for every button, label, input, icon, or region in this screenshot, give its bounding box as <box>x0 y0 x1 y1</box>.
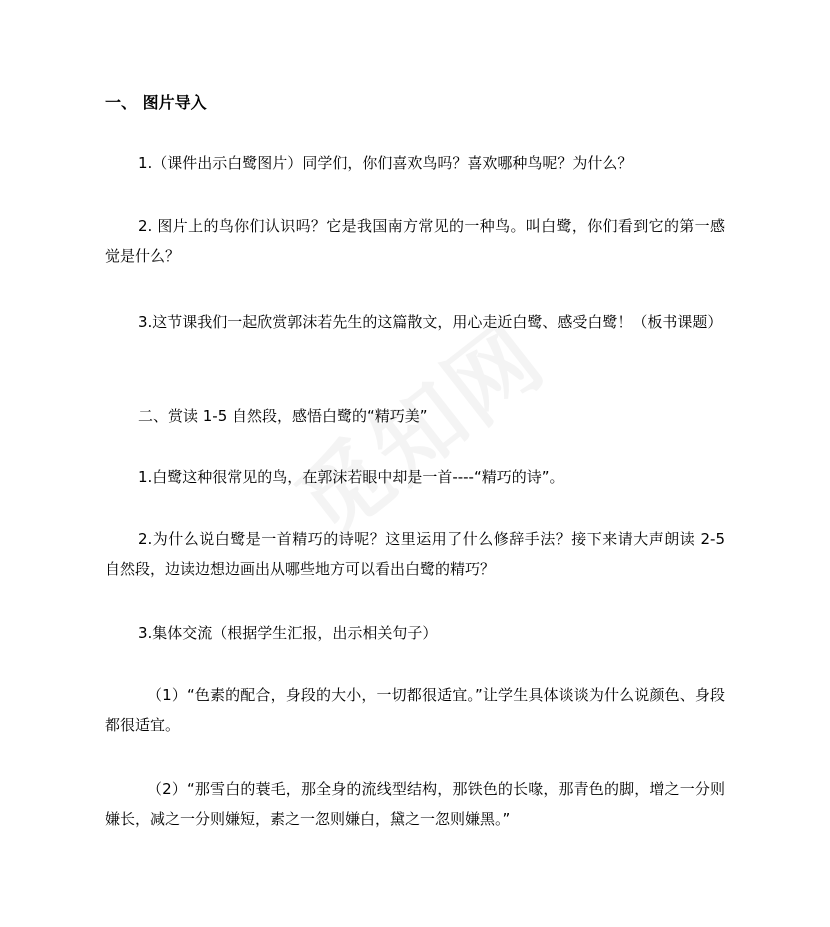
quote-item-1: （1）“色素的配合，身段的大小，一切都很适宜。”让学生具体谈谈为什么说颜色、身段都很适宜。 <box>105 686 725 734</box>
section-two-heading: 二、赏读 1-5 自然段，感悟白鹭的“精巧美” <box>138 407 428 425</box>
paragraph-6: 3.集体交流（根据学生汇报，出示相关句子） <box>138 624 438 642</box>
paragraph-1: 1.（课件出示白鹭图片）同学们，你们喜欢鸟吗？喜欢哪种鸟呢？为什么？ <box>138 154 633 172</box>
paragraph-2: 2. 图片上的鸟你们认识吗？它是我国南方常见的一种鸟。叫白鹭，你们看到它的第一感觉是什么？ <box>105 217 725 265</box>
paragraph-4: 1.白鹭这种很常见的鸟，在郭沫若眼中却是一首----“精巧的诗”。 <box>138 468 565 486</box>
paragraph-3: 3.这节课我们一起欣赏郭沫若先生的这篇散文，用心走近白鹭、感受白鹭！（板书课题） <box>138 313 723 331</box>
paragraph-5: 2.为什么说白鹭是一首精巧的诗呢？这里运用了什么修辞手法？接下来请大声朗读 2-5 自然段，边读边想边画出从哪些地方可以看出白鹭的精巧？ <box>105 530 725 578</box>
quote-item-2: （2）“那雪白的蓑毛，那全身的流线型结构，那铁色的长喙，那青色的脚，增之一分则嫌长，减之一分则嫌短，素之一忽则嫌白，黛之一忽则嫌黑。” <box>105 780 725 828</box>
section-heading: 一、 图片导入 <box>105 93 207 112</box>
